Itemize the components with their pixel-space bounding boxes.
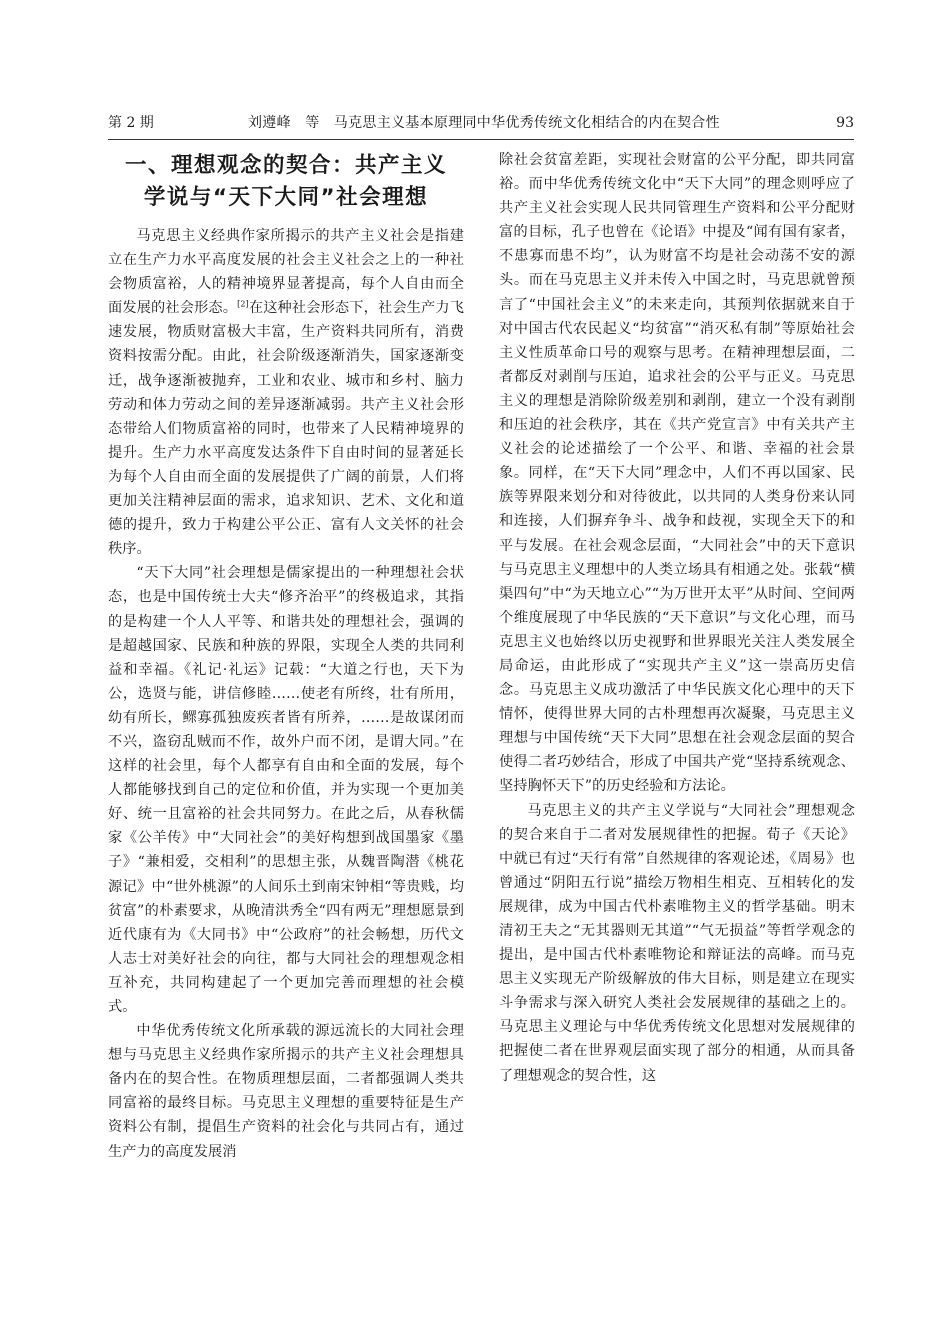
paragraph-4: 马克思主义的共产主义学说与“大同社会”理想观念的契合来自于二者对发展规律性的把握。荀子《天论》中就已有过“天行有常”自然规律的客观论述，《周易》也曾通过“阴阳五行说”描绘万物相生相克、互相转化的发展规律，成为中国古代朴素唯物主义的哲学基础。明末清初王夫之“无其器则无其道”“气无损益”等哲学观念的提出，是中国古代朴素唯物论和辩证法的高峰。而马克思主义实现无产阶级解放的伟大目标，则是建立在现实斗争需求与深入研究人类社会发展规律的基础之上的。马克思主义理论与中华优秀传统文化思想对发展规律的把握使二者在世界观层面实现了部分的相通，从而具备了理想观念的契合性，这 bbox=[499, 802, 855, 1084]
running-title: 刘遵峰 等 马克思主义基本原理同中华优秀传统文化相结合的内在契合性 bbox=[248, 115, 720, 131]
page-number: 93 bbox=[836, 115, 854, 131]
section-heading-line-2: 学说与“天下大同”社会理想 bbox=[143, 185, 429, 210]
paragraph-1-text-b: 在这种社会形态下，社会生产力飞速发展，物质财富极大丰富，生产资料共同所有，消费资料按需分配。由此，社会阶级逐渐消失，国家逐渐变迁，战争逐渐被抛弃，工业和农业、城市和乡村、脑力劳动和体力劳动之间的差异逐渐减弱。共产主义社会形态带给人们物质富裕的同时，也带来了人民精神境界的提升。生产力水平高度发达条件下自由时间的显著延长为每个人自由而全面的发展提供了广阔的前景，人们将更加关注精神层面的需求，追求知识、艺术、文化和道德的提升，致力于构建公平公正、富有人文关怀的社会秩序。 bbox=[108, 300, 464, 558]
page-header bbox=[108, 112, 854, 134]
paragraph-1-text-a: 马克思主义经典作家所揭示的共产主义社会是指建立在生产力水平高度发展的社会主义社会之上的一种社会物质富裕，人的精神境界显著提高，每个人自由而全面发展的社会形态。 bbox=[108, 228, 464, 317]
section-heading bbox=[108, 148, 464, 214]
paragraph-3-start: 中华优秀传统文化所承载的源远流长的大同社会理想与马克思主义经典作家所揭示的共产主义社会理想具备内在的契合性。在物质理想层面，二者都强调人类共同富裕的最终目标。马克思主义理想的重要特征是生产资料公有制，提倡生产资料的社会化与共同占有，通过生产力的高度发展消 bbox=[108, 1023, 464, 1160]
left-column bbox=[108, 148, 464, 1164]
paragraph-1 bbox=[108, 224, 464, 561]
paragraph-2: “天下大同”社会理想是儒家提出的一种理想社会状态，也是中国传统士大夫“修齐治平”的终极追求，其指的是构建一个人人平等、和谐共处的理想社会，强调的是超越国家、民族和种族的界限，实现全人类的共同利益和幸福。《礼记·礼运》记载：“大道之行也，天下为公，选贤与能，讲信修睦……使老有所终，壮有所用，幼有所长，鳏寡孤独废疾者皆有所养，……是故谋闭而不兴，盗窃乱贼而不作，故外户而不闭，是谓大同。”在这样的社会里，每个人都享有自由和全面的发展，每个人都能够找到自己的定位和价值，并为实现一个更加美好、统一且富裕的社会共同努力。在此之后，从春秋儒家《公羊传》中“大同社会”的美好构想到战国墨家《墨子》“兼相爱，交相利”的思想主张，从魏晋陶潜《桃花源记》中“世外桃源”的人间乐土到南宋钟相“等贵贱，均贫富”的朴素要求，从晚清洪秀全“四有两无”理想愿景到近代康有为《大同书》中“公政府”的社会畅想，历代文人志士对美好社会的向往，都与大同社会的理想观念相互补充，共同构建起了一个更加完善而理想的社会模式。 bbox=[108, 565, 464, 1015]
header-rule bbox=[108, 139, 854, 140]
paragraph-3-continued: 除社会贫富差距，实现社会财富的公平分配，即共同富裕。而中华优秀传统文化中“天下大同”的理念则呼应了共产主义社会实现人民共同管理生产资料和公平分配财富的目标，孔子也曾在《论语》中提及“闻有国有家者，不患寡而患不均”，认为财富不均是社会动荡不安的源头。而在马克思主义并未传入中国之时，马克思就曾预言了“中国社会主义”的未来走向，其预判依据就来自于对中国古代农民起义“均贫富”“消灭私有制”等原始社会主义性质革命口号的观察与思考。在精神理想层面，二者都反对剥削与压迫，追求社会的公平与正义。马克思主义的理想是消除阶级差别和剥削，建立一个没有剥削和压迫的社会秩序，其在《共产党宣言》中有关共产主义社会的论述描绘了一个公平、和谐、幸福的社会景象。同样，在“天下大同”理念中，人们不再以国家、民族等界限来划分和对待彼此，以共同的人类身份来认同和连接，人们摒弃争斗、战争和歧视，实现全天下的和平与发展。在社会观念层面，“大同社会”中的天下意识与马克思主义理想中的人类立场具有相通之处。张载“横渠四句”中“为天地立心”“为万世开太平”从时间、空间两个维度展现了中华民族的“天下意识”与文化心理，而马克思主义也始终以历史视野和世界眼光关注人类发展全局命运，由此形成了“实现共产主义”这一崇高历史信念。马克思主义成功激活了中华民族文化心理中的天下情怀，使得世界大同的古朴理想再次凝聚，马克思主义理想与中国传统“天下大同”思想在社会观念层面的契合使得二者巧妙结合，形成了中国共产党“坚持系统观念、坚持胸怀天下”的历史经验和方法论。 bbox=[499, 152, 855, 795]
section-heading-line-1: 一、理想观念的契合：共产主义 bbox=[124, 153, 447, 178]
right-column bbox=[499, 148, 855, 1088]
issue-number: 第 2 期 bbox=[108, 115, 154, 131]
citation-ref: [2] bbox=[237, 299, 249, 309]
